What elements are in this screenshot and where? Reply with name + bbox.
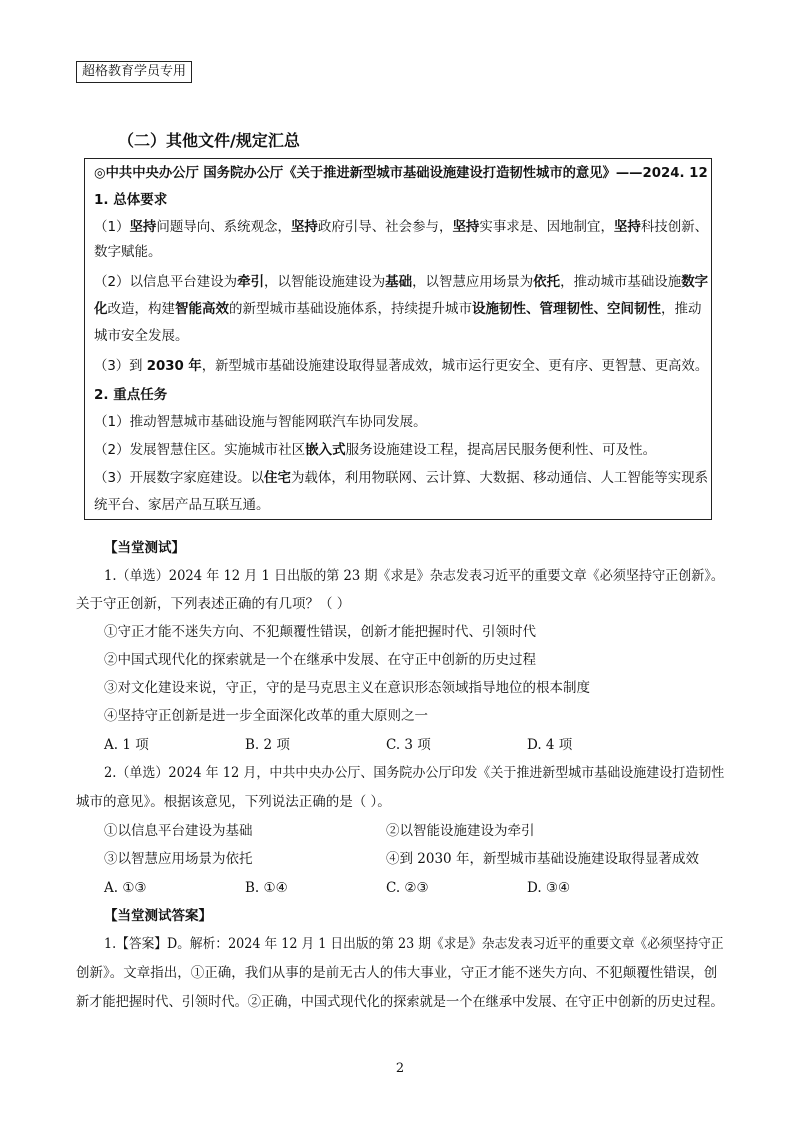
q1-option-d: D. 4 项: [527, 737, 573, 753]
q2-line1: 2.（单选）2024 年 12 月，中共中央办公厅、国务院办公厅印发《关于推进新型城市基础设施建设打造韧性: [104, 765, 725, 781]
q2-option-b: B. ①④: [245, 880, 288, 896]
heading-general-requirements: 1. 总体要求: [94, 192, 168, 208]
answer-line1: 1.【答案】D。解析：2024 年 12 月 1 日出版的第 23 期《求是》杂志发表习近平的重要文章《必须坚持守正: [104, 936, 724, 952]
quiz-header: 【当堂测试】: [104, 540, 185, 556]
q1-option-c: C. 3 项: [386, 737, 431, 753]
paragraph-1: （1）坚持问题导向、系统观念，坚持政府引导、社会参与，坚持实事求是、因地制宜，坚持科技创新、: [94, 219, 709, 235]
policy-source: ◎中共中央办公厅 国务院办公厅《关于推进新型城市基础设施建设打造韧性城市的意见》——2024. 12: [94, 165, 708, 181]
policy-summary-box: [84, 158, 712, 520]
q1-item-1: ①守正才能不迷失方向、不犯颠覆性错误，创新才能把握时代、引领时代: [104, 624, 536, 640]
q1-item-2: ②中国式现代化的探索就是一个在继承中发展、在守正中创新的历史过程: [104, 652, 536, 668]
task-3: （3）开展数字家庭建设。以住宅为载体，利用物联网、云计算、大数据、移动通信、人工智能等实现系: [94, 470, 709, 486]
q2-item-3: ③以智慧应用场景为依托: [104, 851, 253, 867]
task-2: （2）发展智慧住区。实施城市社区嵌入式服务设施建设工程，提高居民服务便利性、可及性。: [94, 442, 657, 458]
answers-header: 【当堂测试答案】: [104, 908, 212, 924]
section-title: （二）其他文件/规定汇总: [118, 131, 300, 150]
q2-item-2: ②以智能设施建设为牵引: [386, 823, 535, 839]
page-number: 2: [395, 1061, 405, 1076]
paragraph-2: （2）以信息平台建设为牵引，以智能设施建设为基础，以智慧应用场景为依托，推动城市基础设施数字: [94, 274, 709, 290]
task-1: （1）推动智慧城市基础设施与智能网联汽车协同发展。: [94, 414, 427, 430]
q2-item-4: ④到 2030 年，新型城市基础设施建设取得显著成效: [386, 851, 699, 867]
q2-option-d: D. ③④: [527, 880, 571, 896]
q1-option-b: B. 2 项: [245, 737, 290, 753]
answer-line3: 新才能把握时代、引领时代。②正确，中国式现代化的探索就是一个在继承中发展、在守正中创新的历史过程。: [76, 994, 724, 1010]
heading-key-tasks: 2. 重点任务: [94, 387, 168, 403]
watermark-stamp: 超格教育学员专用: [76, 61, 192, 83]
q1-line1: 1.（单选）2024 年 12 月 1 日出版的第 23 期《求是》杂志发表习近平的重要文章《必须坚持守正创新》。: [104, 568, 725, 584]
paragraph-1-cont: 数字赋能。: [94, 244, 162, 260]
paragraph-2-cont2: 城市安全发展。: [94, 328, 189, 344]
task-3-cont: 统平台、家居产品互联互通。: [94, 497, 270, 513]
q2-option-c: C. ②③: [386, 880, 429, 896]
paragraph-3: （3）到 2030 年，新型城市基础设施建设取得显著成效，城市运行更安全、更有序、更智慧、更高效。: [94, 358, 709, 374]
q1-item-3: ③对文化建设来说，守正，守的是马克思主义在意识形态领域指导地位的根本制度: [104, 680, 590, 696]
q1-option-a: A. 1 项: [104, 737, 149, 753]
q1-item-4: ④坚持守正创新是进一步全面深化改革的重大原则之一: [104, 708, 428, 724]
q2-option-a: A. ①③: [104, 880, 147, 896]
answer-line2: 创新》。文章指出，①正确，我们从事的是前无古人的伟大事业，守正才能不迷失方向、不犯颠覆性错误，创: [76, 965, 718, 981]
paragraph-2-cont: 化改造，构建智能高效的新型城市基础设施体系，持续提升城市设施韧性、管理韧性、空间韧性，推动: [94, 301, 702, 317]
q1-line2: 关于守正创新，下列表述正确的有几项？（ ）: [76, 596, 351, 612]
q2-line2: 城市的意见》。根据该意见，下列说法正确的是（ ）。: [76, 794, 391, 810]
q2-item-1: ①以信息平台建设为基础: [104, 823, 253, 839]
